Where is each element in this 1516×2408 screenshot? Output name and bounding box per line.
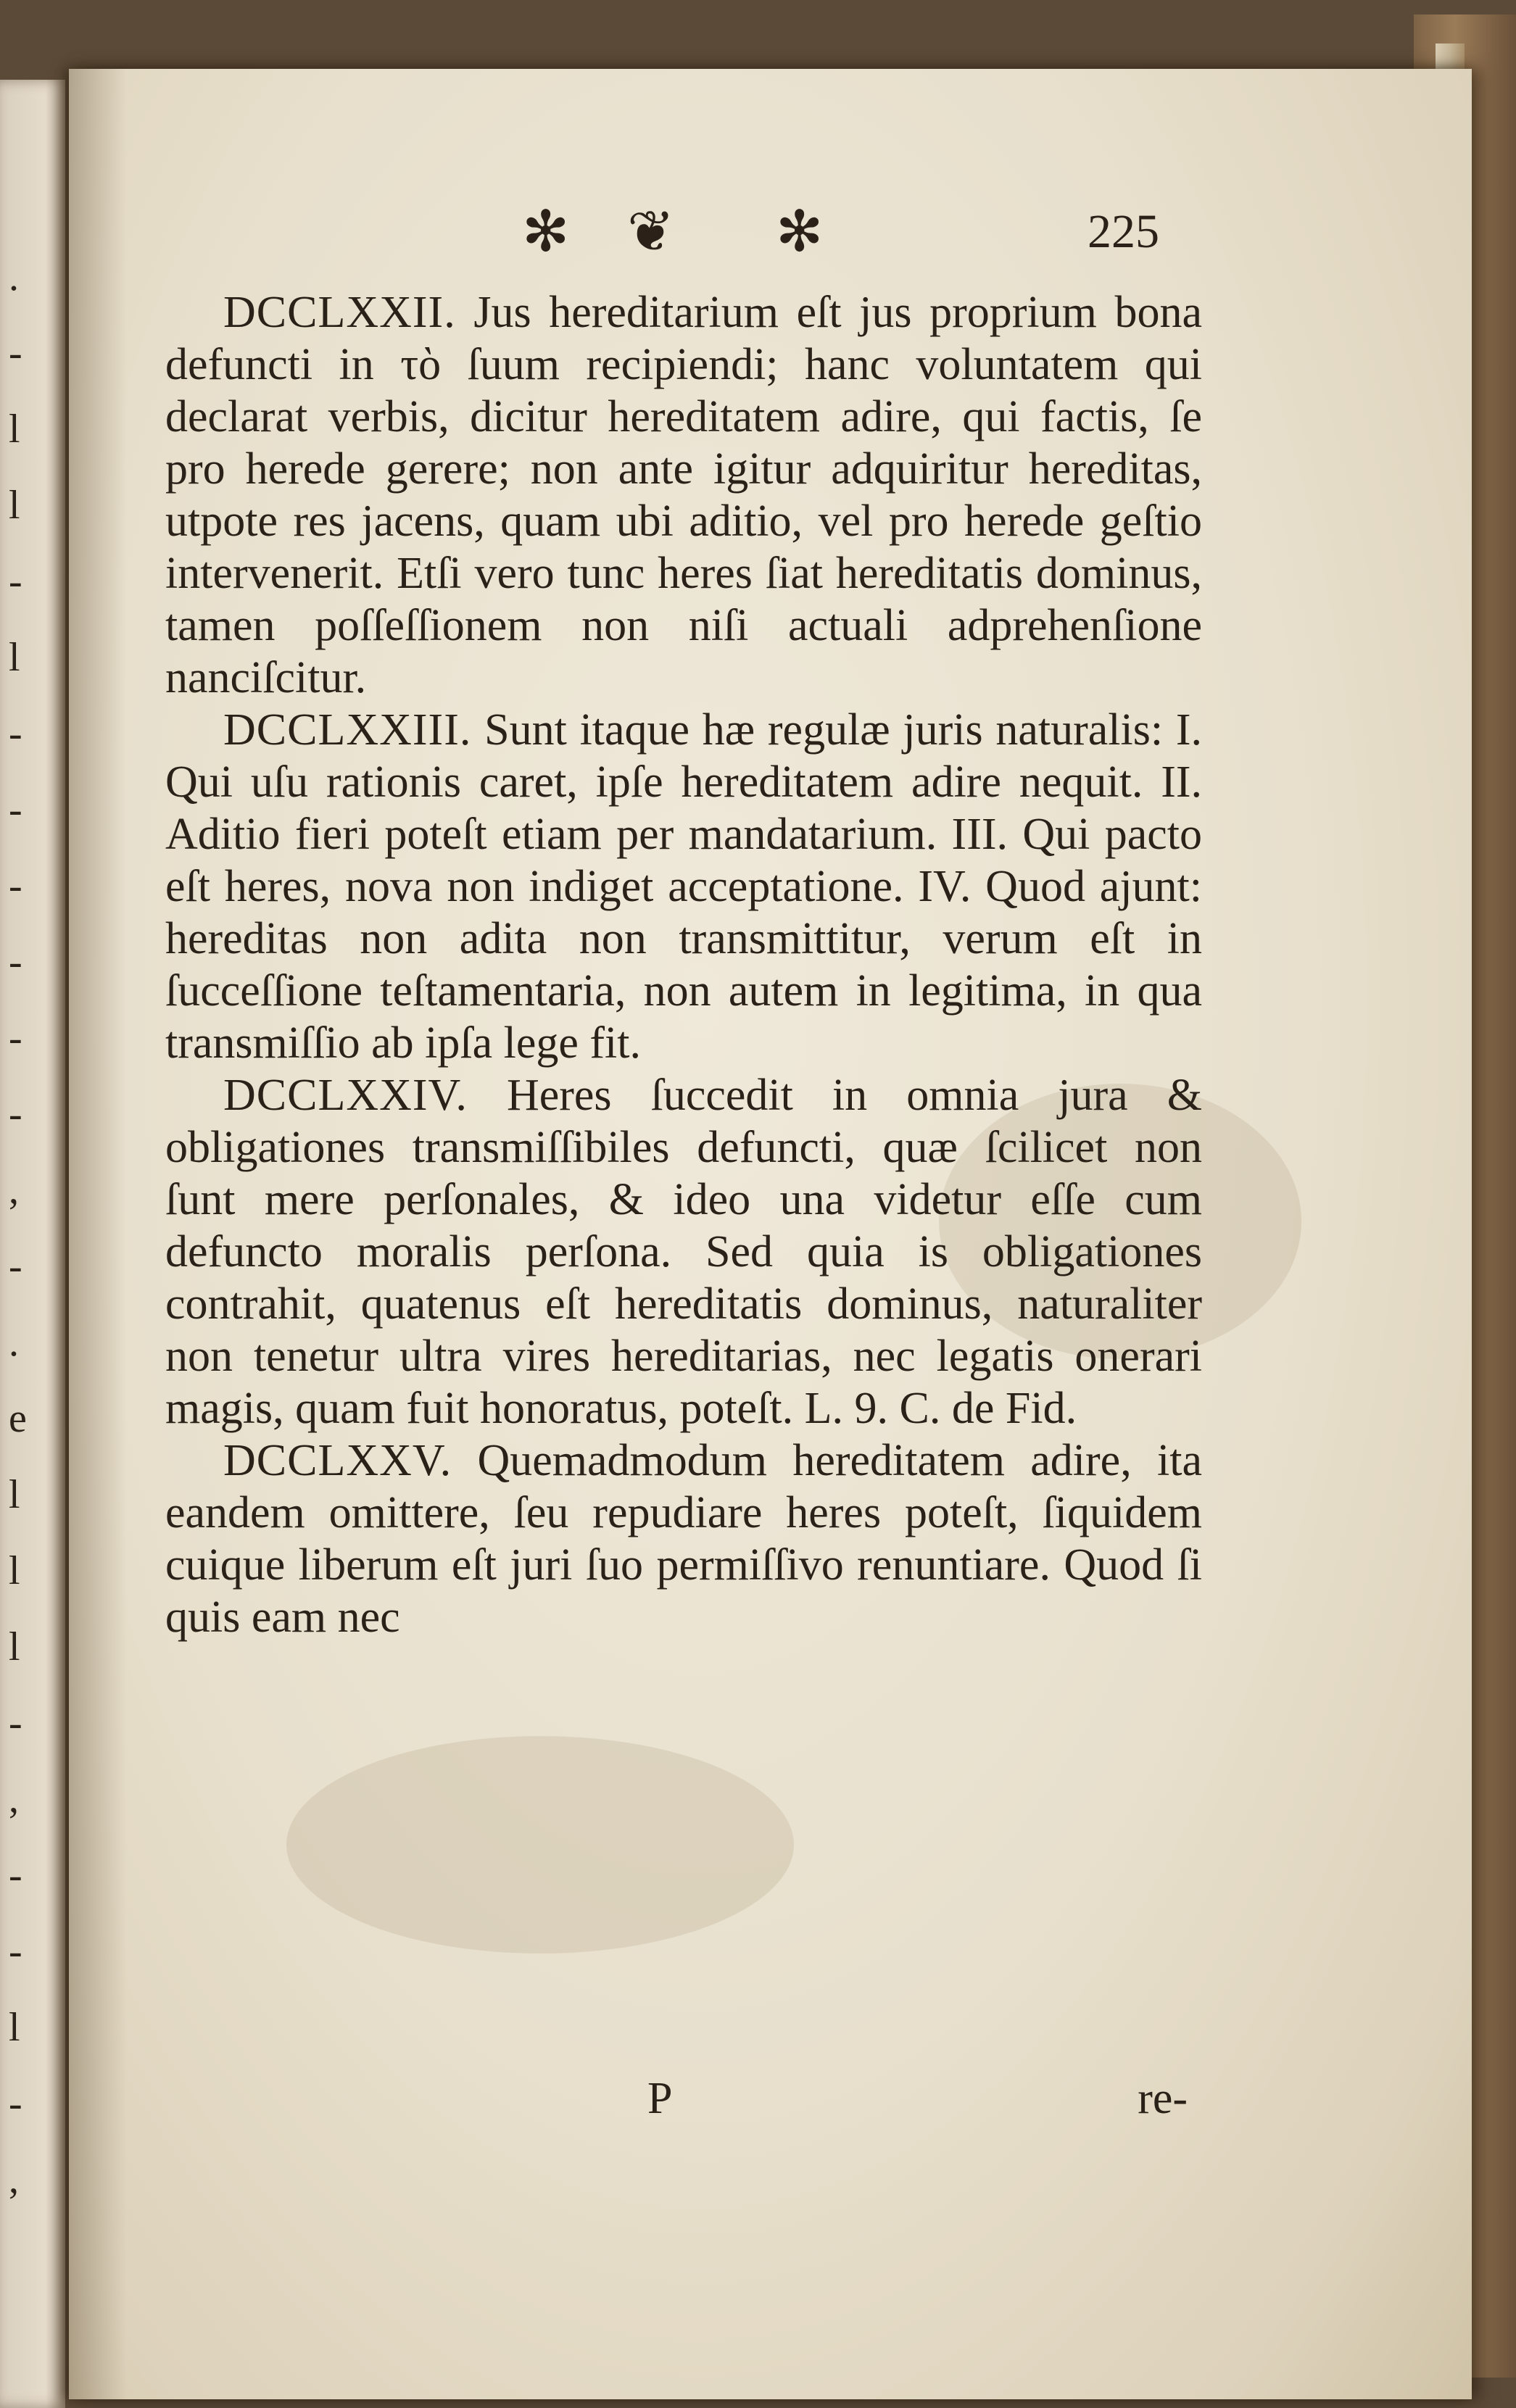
facing-page-fragment: .	[9, 254, 19, 299]
facing-page-fragment: l	[9, 407, 20, 452]
body-text	[165, 286, 1202, 1643]
ornament-left-icon: ✻	[522, 199, 570, 265]
paragraph-number: DCCLXXII.	[223, 288, 456, 337]
facing-page-fragment: l	[9, 635, 20, 680]
facing-page-fragment: l	[9, 1548, 20, 1593]
facing-page-fragment: .	[9, 1320, 19, 1365]
facing-page	[0, 80, 65, 2408]
page-footer	[165, 2073, 1202, 2131]
page-header	[522, 196, 1189, 268]
facing-page-fragment: e	[9, 1396, 27, 1441]
facing-page-text-fragments	[0, 80, 65, 2408]
facing-page-fragment: -	[9, 1244, 22, 1289]
paragraph-text: Sunt itaque hæ regulæ juris naturalis: I. Qui uſu rationis caret, ipſe hereditatem adire nequit. II. Aditio fieri poteſt etiam per mandatarium. III. Qui pacto eſt heres, nova non indiget acceptatione. IV. Quod ajunt: hereditas non adita non transmittitur, verum eſt in ſucceſſione teſtamentaria, non autem in legitima, in qua transmiſſio ab ipſa lege fit.	[165, 705, 1203, 1068]
facing-page-fragment: l	[9, 1624, 20, 1669]
paper-stain	[286, 1736, 794, 1954]
paragraph-text: Quemadmodum hereditatem adire, ita eandem omittere, ſeu repudiare heres poteſt, ſiquidem cuique liberum eſt juri ſuo permiſſivo renuntiare. Quod ſi quis eam nec	[165, 1436, 1202, 1642]
paragraph-text: Jus hereditarium eſt jus proprium bona defuncti in τὸ ſuum recipiendi; hanc voluntatem qui declarat verbis, dicitur hereditatem adire, qui factis, ſe pro herede gerere; non ante igitur adquiritur hereditas, utpote res jacens, quam ubi aditio, vel pro herede geſtio intervenerit. Etſi vero tunc heres ſiat hereditatis dominus, tamen poſſeſſionem non niſi actuali adprehenſione nanciſcitur.	[165, 288, 1203, 702]
paragraph-number: DCCLXXIII.	[223, 705, 472, 755]
facing-page-fragment: -	[9, 939, 22, 984]
paragraph-number: DCCLXXIV.	[223, 1071, 468, 1120]
ornament-right-icon: ✻	[776, 199, 824, 265]
facing-page-fragment: ,	[9, 2157, 19, 2202]
facing-page-fragment: -	[9, 1016, 22, 1060]
facing-page-fragment: -	[9, 711, 22, 756]
facing-page-fragment: -	[9, 787, 22, 832]
facing-page-fragment: l	[9, 483, 20, 528]
facing-page-fragment: -	[9, 2081, 22, 2126]
facing-page-fragment: -	[9, 559, 22, 604]
paragraph	[165, 704, 1202, 1069]
facing-page-fragment: -	[9, 863, 22, 908]
paragraph	[165, 1435, 1202, 1643]
paragraph-number: DCCLXXV.	[223, 1436, 452, 1485]
facing-page-fragment: l	[9, 1472, 20, 1517]
catchword: re-	[1138, 2074, 1188, 2123]
facing-page-fragment: l	[9, 2005, 20, 2050]
facing-page-fragment: -	[9, 1092, 22, 1137]
facing-page-fragment: ,	[9, 1168, 19, 1213]
gutter-shadow	[69, 69, 127, 2399]
paragraph	[165, 1069, 1202, 1435]
page-number: 225	[1088, 205, 1159, 258]
facing-page-fragment: -	[9, 1701, 22, 1745]
signature-mark: P	[647, 2074, 673, 2123]
facing-page-fragment: -	[9, 1853, 22, 1898]
facing-page-fragment: ,	[9, 1777, 19, 1822]
facing-page-fragment: -	[9, 1929, 22, 1974]
facing-page-fragment: -	[9, 331, 22, 375]
paragraph	[165, 286, 1202, 704]
paragraph-text: Heres ſuccedit in omnia jura & obligationes transmiſſibiles defuncti, quæ ſcilicet non ſunt mere perſonales, & ideo una videtur eſſe cum defuncto moralis perſona. Sed quia is obligationes contrahit, quatenus eſt hereditatis dominus, naturaliter non tenetur ultra vires hereditarias, nec legatis onerari magis, quam fuit honoratus, poteſt. L. 9. C. de Fid.	[165, 1071, 1202, 1433]
ornament-center-icon: ❦	[627, 199, 675, 265]
